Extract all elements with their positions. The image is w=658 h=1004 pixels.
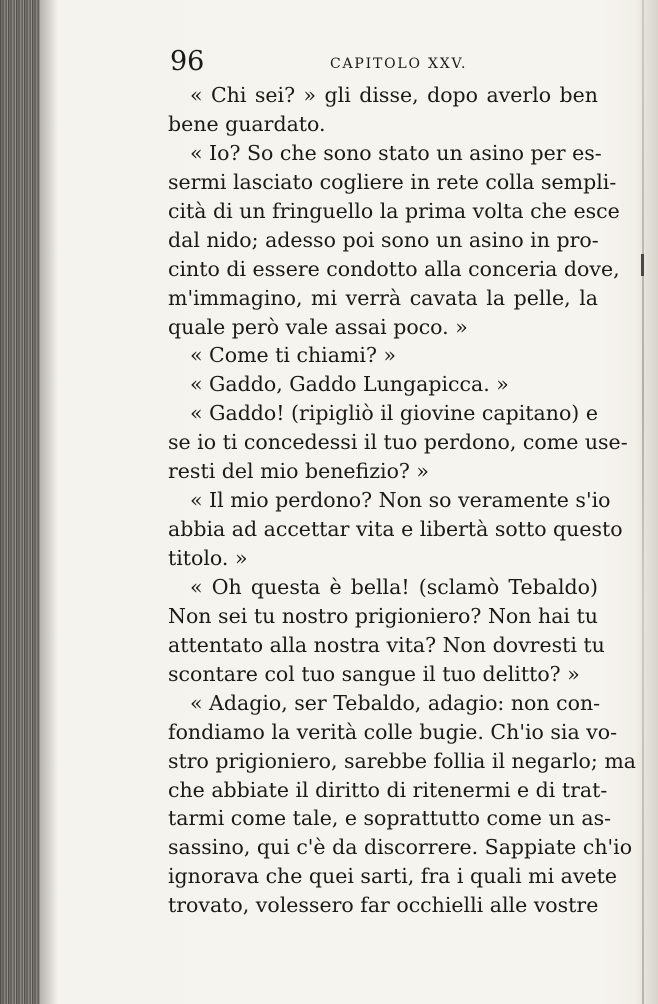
text-line: sassino, qui c'è da discorrere. Sappiate ch'io	[168, 835, 633, 860]
text-line: « Il mio perdono? Non so veramente s'io	[190, 488, 611, 513]
text-line: m'immagino, mi verrà cavata la pelle, la	[168, 285, 598, 310]
text-line: « Io? So che sono stato un asino per es-	[190, 140, 602, 165]
text-line: bene guardato.	[168, 111, 326, 136]
text-line: tarmi come tale, e soprattutto come un as-	[168, 806, 612, 831]
text-line: « Chi sei? » gli disse, dopo averlo ben	[190, 83, 598, 107]
text-line: se io ti concedessi il tuo perdono, come use-	[168, 430, 628, 455]
text-line: quale però vale assai poco. »	[168, 314, 468, 339]
text-line: abbia ad accettar vita e libertà sotto questo	[168, 517, 623, 542]
text-line: attentato alla nostra vita? Non dovresti tu	[168, 632, 605, 657]
text-line: ignorava che quei sarti, fra i quali mi avete	[168, 864, 617, 889]
body-text	[168, 81, 636, 920]
text-line: che abbiate il diritto di ritenermi e di trat-	[168, 777, 608, 802]
text-line: scontare col tuo sangue il tuo delitto? »	[168, 661, 580, 686]
text-line: « Gaddo! (ripigliò il giovine capitano) e	[190, 401, 598, 426]
text-line: cinto di essere condotto alla conceria dove,	[168, 256, 620, 281]
page-edge	[636, 0, 658, 1004]
page-header	[170, 46, 610, 80]
text-line: resti del mio benefizio? »	[168, 459, 429, 484]
text-line: stro prigioniero, sarebbe follia il negarlo; ma	[168, 748, 636, 773]
text-line: dal nido; adesso poi sono un asino in pro-	[168, 227, 599, 252]
edge-mark	[641, 254, 644, 276]
text-line: Non sei tu nostro prigioniero? Non hai tu	[168, 603, 598, 628]
gutter-shadow	[40, 0, 58, 1004]
page-number: 96	[170, 46, 205, 77]
text-line: « Gaddo, Gaddo Lungapicca. »	[190, 372, 509, 397]
page-edge-rule	[642, 0, 644, 1004]
text-line: cità di un fringuello la prima volta che esce	[168, 198, 620, 223]
text-line: trovato, volessero far occhielli alle vostre	[168, 893, 599, 918]
text-line: « Adagio, ser Tebaldo, adagio: non con-	[190, 690, 601, 715]
text-line: « Come ti chiami? »	[190, 343, 396, 368]
running-head: CAPITOLO XXV.	[330, 56, 468, 72]
text-line: « Oh questa è bella! (sclamò Tebaldo)	[190, 574, 598, 599]
text-line: titolo. »	[168, 546, 248, 570]
text-line: fondiamo la verità colle bugie. Ch'io sia vo-	[168, 719, 618, 744]
text-line: sermi lasciato cogliere in rete colla sempli-	[168, 169, 617, 194]
binding-edge	[0, 0, 40, 1004]
